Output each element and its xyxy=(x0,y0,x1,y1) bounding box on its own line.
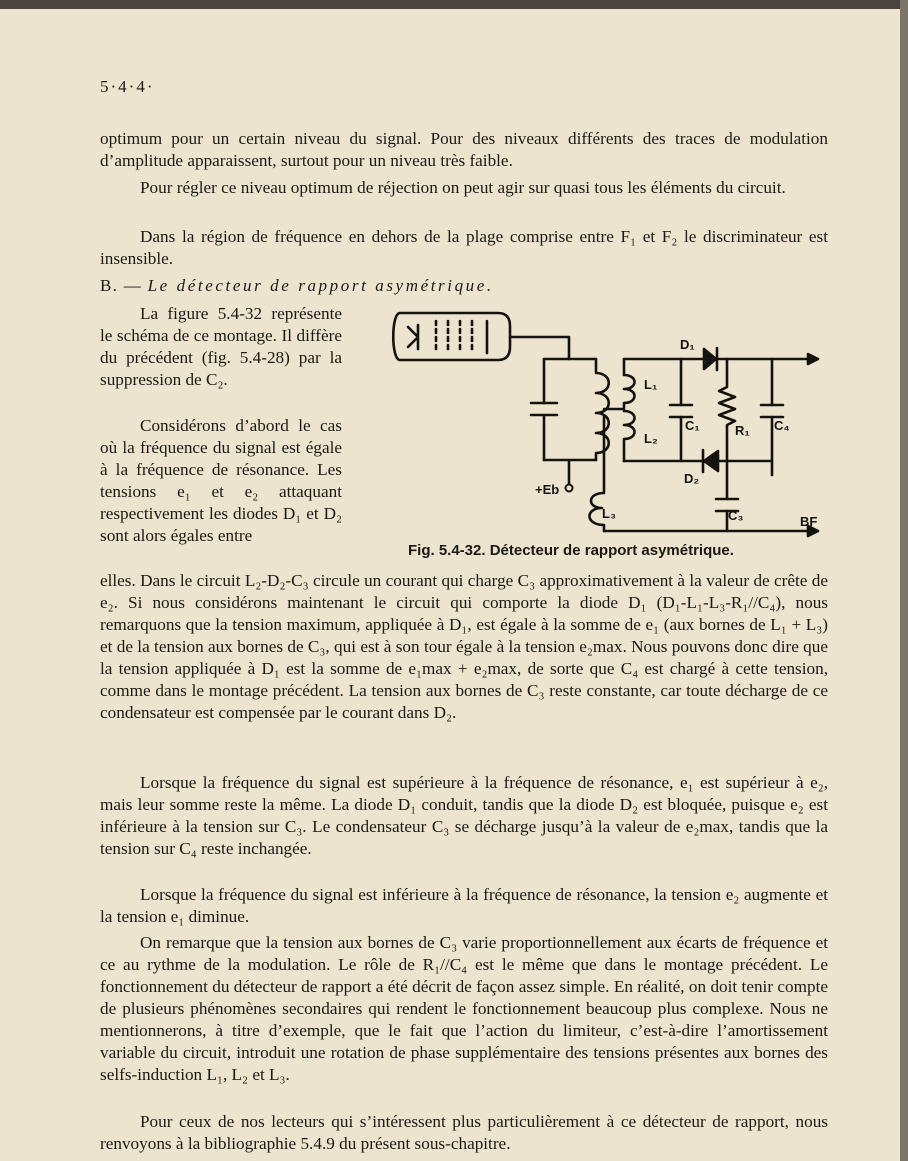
label-bf: BF xyxy=(800,514,818,529)
eb-terminal xyxy=(566,485,573,492)
label-d2: D₂ xyxy=(684,471,700,486)
r1-resistor xyxy=(719,359,735,461)
label-d1: D₁ xyxy=(680,337,695,352)
paragraph-4: La figure 5.4-32 représente le schéma de ce montage. Il diffère du précédent (fig. 5.4-28) par la suppression de C₂. xyxy=(100,304,342,389)
paragraph-10: Pour ceux de nos lecteurs qui s’intéressent plus particulièrement à ce détecteur de rapport, nous renvoyons à la bibliographie 5.4.9 du présent sous-chapitre. xyxy=(100,1112,828,1153)
tube-cathode xyxy=(408,325,418,349)
section-heading-b: B. — Le détecteur de rapport asymétrique. xyxy=(100,276,494,295)
c4-plates xyxy=(761,405,783,417)
top-arrow xyxy=(808,354,818,364)
paragraph-2: Pour régler ce niveau optimum de réjection on peut agir sur quasi tous les éléments du circuit. xyxy=(140,178,786,197)
page-edge-right xyxy=(900,0,908,1161)
label-c4: C₄ xyxy=(774,418,790,433)
label-l2: L₂ xyxy=(644,431,658,446)
figure-caption: Fig. 5.4-32. Détecteur de rapport asymétrique. xyxy=(408,542,734,559)
d2-triangle xyxy=(704,451,718,471)
label-l1: L₁ xyxy=(644,377,658,392)
plate-lead xyxy=(510,337,569,359)
paragraph-1: optimum pour un certain niveau du signal. Pour des niveaux différents des traces de modulation d’amplitude apparaissent, surtout pour un niveau très faible. xyxy=(100,129,828,170)
label-r1: R₁ xyxy=(735,423,750,438)
tube-grid xyxy=(436,321,472,353)
label-eb: +Eb xyxy=(535,482,560,497)
page-edge-top xyxy=(0,0,908,9)
c1-plates xyxy=(670,405,692,417)
tube-envelope xyxy=(393,313,510,360)
label-l3: L₃ xyxy=(602,506,616,521)
l2-coil xyxy=(624,411,635,461)
l1-coil xyxy=(624,359,635,407)
paragraph-9: On remarque que la tension aux bornes de C₃ varie proportionnellement aux écarts de fréquence et ce au rythme de la modulation. Le rôle de R₁//C₄ est le même que dans le montage précédent. Le fonctionnement du détecteur de rapport a été décrit de façon assez simple. En réalité, on doit tenir compte de plusieurs phénomènes secondaires qui rendent le fonctionnement beaucoup plus complexe. Nous ne mentionnerons, à titre d’exemple, que le fait que l’action du limiteur, c’est-à-dire l’amortissement variable du circuit, introduit une rotation de phase supplémentaire des tensions présentes aux bornes des selfs-induction L₁, L₂ et L₃. xyxy=(100,933,828,1084)
paragraph-7: Lorsque la fréquence du signal est supérieure à la fréquence de résonance, e₁ est supérieur à e₂, mais leur somme reste la même. La diode D₁ conduit, tandis que la diode D₂ est bloquée, puisque e₂ est inférieure à la tension sur C₃. Le condensateur C₃ se décharge jusqu’à la valeur de e₂max, tandis que la tension sur C₄ reste inchangée. xyxy=(100,773,828,858)
page-number: 5·4·4· xyxy=(100,77,155,96)
paragraph-8: Lorsque la fréquence du signal est inférieure à la fréquence de résonance, la tension e₂ augmente et la tension e₁ diminue. xyxy=(100,885,828,926)
paragraph-3: Dans la région de fréquence en dehors de la plage comprise entre F₁ et F₂ le discriminateur est insensible. xyxy=(100,227,828,268)
d1-triangle xyxy=(704,349,716,369)
tank-capacitor xyxy=(531,403,557,415)
circuit-diagram xyxy=(390,303,830,541)
paragraph-5: Considérons d’abord le cas où la fréquence du signal est égale à la fréquence de résonance. Les tensions e₁ et e₂ attaquant respectivement les diodes D₁ et D₂ sont alors égales entre xyxy=(100,416,342,545)
label-c1: C₁ xyxy=(685,418,700,433)
paragraph-6: elles. Dans le circuit L₂-D₂-C₃ circule un courant qui charge C₃ approximativement à la valeur de crête de e₂. Si nous considérons maintenant le circuit qui comporte la diode D₁ (D₁-L₁-L₃-R₁//C₄), nous remarquons que la tension maximum, appliquée à D₁, est égale à la somme de e₁ (aux bornes de L₁ + L₃) et de la tension aux bornes de C₃, qui est à son tour égale à la tension e₂max. Nous pouvons donc dire que la tension appliquée à D₁ est la somme de e₁max + e₂max, de sorte que C₄ est chargé à cette tension, comme dans le montage précédent. La tension aux bornes de C₃ reste constante, car toute décharge de ce condensateur est compensée par le courant dans D₂. xyxy=(100,571,828,722)
label-c3: C₃ xyxy=(728,508,744,523)
